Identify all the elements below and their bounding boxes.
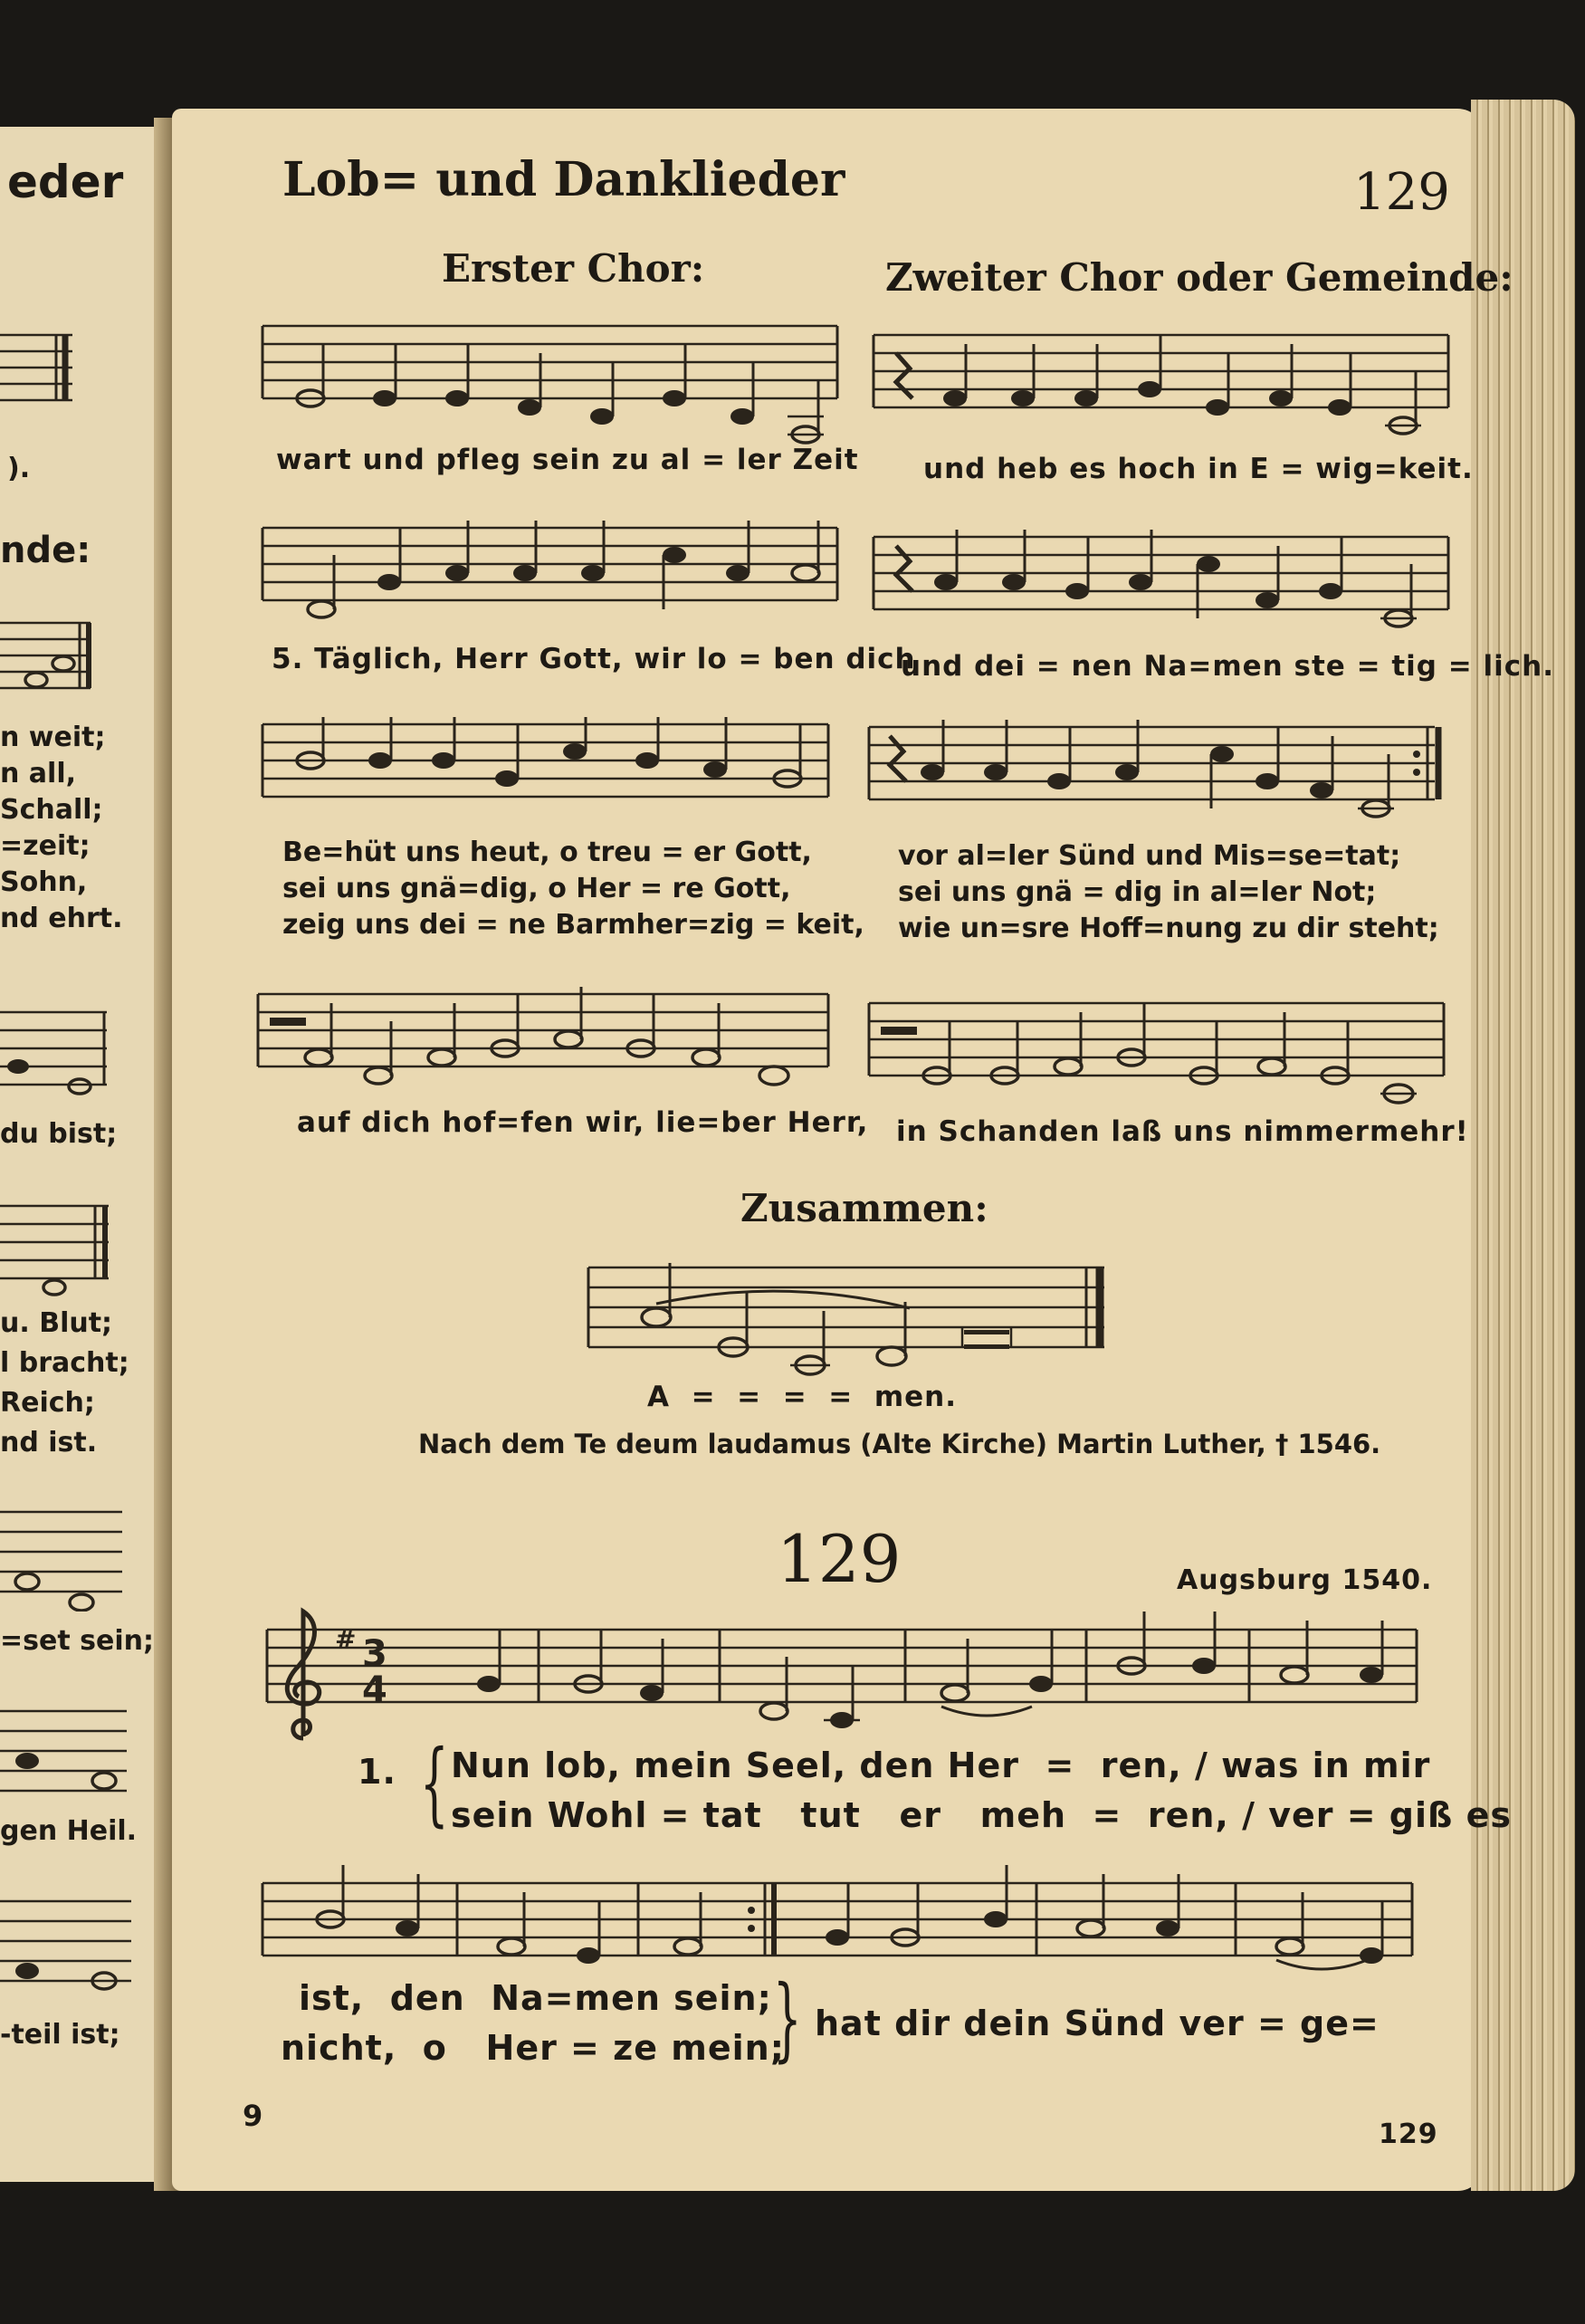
left-line-d: l bracht; xyxy=(0,1347,129,1379)
left-staff-4 xyxy=(0,1186,118,1304)
staff-row2-left xyxy=(258,521,842,620)
verse-brace: { xyxy=(419,1730,449,1836)
hymn-origin: Augsburg 1540. xyxy=(1177,1564,1433,1596)
left-staff-6 xyxy=(0,1693,131,1811)
lyric-line: sei uns gnä = dig in al=ler Not; xyxy=(898,876,1377,908)
amen-lyric: A = = = = men. xyxy=(647,1381,957,1413)
first-choir-heading: Erster Chor: xyxy=(442,246,705,291)
hymn-line2-lyric: sein Wohl = tat tut er meh = ren, / ver = giß es xyxy=(451,1795,1512,1835)
left-verse-line: n all, xyxy=(0,758,77,789)
lower-left-line1: ist, den Na=men sein; xyxy=(299,1978,772,2018)
left-verse-line: nd ehrt. xyxy=(0,903,123,934)
svg-text:#: # xyxy=(335,1624,357,1654)
left-line-d: u. Blut; xyxy=(0,1307,113,1339)
lyrics-row4-right: in Schanden laß uns nimmermehr! xyxy=(896,1115,1469,1148)
hymn-line1-lyric: Nun lob, mein Seel, den Her = ren, / was in mir xyxy=(451,1745,1431,1785)
lyrics-row1-right: und heb es hoch in E = wig=keit. xyxy=(923,453,1474,485)
staff-hymn-line1 xyxy=(263,1602,1426,1747)
signature-mark: 129 xyxy=(1379,2118,1438,2150)
staff-row1-right xyxy=(869,328,1453,445)
staff-row4-right xyxy=(864,996,1453,1109)
left-line-c: du bist; xyxy=(0,1118,118,1150)
left-line-b: nde: xyxy=(0,530,91,571)
page-number: 129 xyxy=(1353,163,1450,222)
left-verse-line: Sohn, xyxy=(0,866,88,898)
lyric-line: wie un=sre Hoff=nung zu dir steht; xyxy=(898,913,1439,944)
lower-left-line2: nicht, o Her = ze mein; xyxy=(281,2028,785,2068)
lyrics-row1-left: wart und pfleg sein zu al = ler Zeit xyxy=(276,444,859,476)
lyrics-row2-left: 5. Täglich, Herr Gott, wir lo = ben dich xyxy=(272,643,916,675)
lyric-line: vor al=ler Sünd und Mis=se=tat; xyxy=(898,840,1401,872)
lower-right-line: hat dir dein Sünd ver = ge= xyxy=(815,2004,1380,2043)
page-edges xyxy=(1471,100,1575,2191)
left-line-d: nd ist. xyxy=(0,1427,98,1458)
left-verse-line: Schall; xyxy=(0,794,103,826)
left-page xyxy=(0,127,167,2182)
staff-row3-right xyxy=(864,720,1453,833)
lyric-line: Be=hüt uns heut, o treu = er Gott, xyxy=(282,837,812,868)
left-line-e: =set sein; xyxy=(0,1625,154,1657)
staff-row3-left xyxy=(258,717,842,817)
time-signature-top: 3 xyxy=(362,1633,387,1675)
attribution: Nach dem Te deum laudamus (Alte Kirche) Martin Luther, † 1546. xyxy=(418,1429,1381,1459)
closing-brace: } xyxy=(772,1965,802,2071)
left-page-top-word: eder xyxy=(7,156,124,208)
lyrics-row4-left: auf dich hof=fen wir, lie=ber Herr, xyxy=(297,1106,869,1139)
left-staff-2 xyxy=(0,607,104,706)
left-staff-1 xyxy=(0,326,81,416)
hymn-number: 129 xyxy=(777,1521,902,1597)
lyrics-row3-right xyxy=(898,838,1439,947)
staff-row1-left xyxy=(258,319,842,454)
left-lines-d xyxy=(0,1304,129,1463)
left-staff-7 xyxy=(0,1883,136,2001)
lyric-line: zeig uns dei = ne Barmher=zig = keit, xyxy=(282,909,864,941)
second-choir-heading: Zweiter Chor oder Gemeinde: xyxy=(885,255,1513,300)
staff-row2-right xyxy=(869,530,1453,634)
left-page-number: 9 xyxy=(243,2099,263,2133)
left-verse-line: =zeit; xyxy=(0,830,91,862)
staff-row4-left xyxy=(253,987,837,1105)
left-line-g: -teil ist; xyxy=(0,2019,120,2051)
running-title: Lob= und Danklieder xyxy=(282,152,845,207)
staff-amen xyxy=(584,1258,1118,1394)
lyrics-row2-right: und dei = nen Na=men ste = tig = lich. xyxy=(901,650,1555,683)
together-heading: Zusammen: xyxy=(740,1186,988,1230)
left-verse-line: n weit; xyxy=(0,722,106,753)
time-signature-bottom: 4 xyxy=(362,1669,387,1711)
left-staff-5 xyxy=(0,1494,127,1611)
verse-number: 1. xyxy=(358,1752,396,1792)
lyric-line: sei uns gnä=dig, o Her = re Gott, xyxy=(282,873,791,904)
left-line-f: gen Heil. xyxy=(0,1815,138,1847)
left-staff-3 xyxy=(0,996,113,1105)
left-line-d: Reich; xyxy=(0,1387,95,1419)
lyrics-row3-left xyxy=(282,835,864,943)
left-verse-lines xyxy=(0,720,123,937)
left-line-a: ). xyxy=(7,453,31,484)
